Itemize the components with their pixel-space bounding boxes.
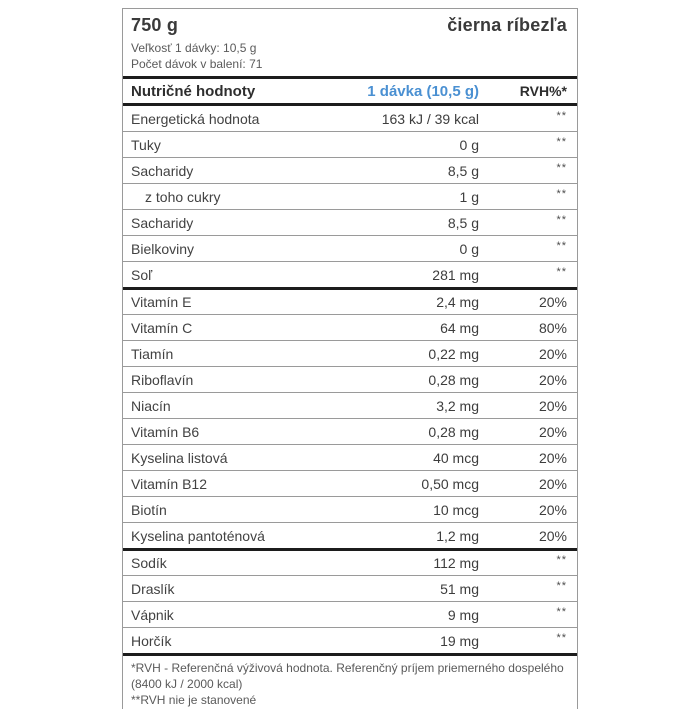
nutrient-amount: 8,5 g (447, 162, 479, 179)
nutrient-rvh: ** (556, 213, 567, 226)
nutrient-amount: 3,2 mg (436, 397, 479, 414)
column-header-amount: 1 dávka (10,5 g) (367, 82, 479, 100)
table-row (123, 522, 577, 548)
table-row (123, 106, 577, 131)
nutrient-name: Kyselina listová (131, 449, 228, 466)
nutrition-table-body (123, 106, 577, 653)
nutrient-amount: 112 mg (433, 555, 479, 571)
footnote-reference-intake: (8400 kJ / 2000 kcal) (131, 677, 243, 691)
table-row (123, 340, 577, 366)
table-row (123, 287, 577, 314)
nutrient-rvh: 80% (538, 319, 567, 336)
nutrient-name: Sacharidy (131, 214, 194, 231)
column-header-nutrients: Nutričné hodnoty (131, 82, 256, 100)
table-row (123, 209, 577, 235)
table-row (123, 235, 577, 261)
table-row (123, 392, 577, 418)
table-row (123, 627, 577, 653)
nutrient-name: Vitamín B12 (131, 475, 208, 492)
nutrient-amount: 8,5 g (447, 214, 479, 231)
nutrient-rvh: 20% (538, 294, 567, 310)
nutrient-name: Sacharidy (131, 162, 194, 179)
table-row (123, 496, 577, 522)
servings-per-pack-line: Počet dávok v balení: 71 (131, 57, 263, 71)
nutrient-rvh: 20% (538, 397, 567, 414)
nutrition-label (122, 8, 578, 709)
nutrient-rvh: ** (556, 554, 567, 566)
table-row (123, 470, 577, 496)
nutrient-amount: 1,2 mg (436, 527, 479, 544)
title-row (131, 15, 567, 36)
nutrient-amount: 0,28 mg (428, 371, 479, 388)
table-row (123, 548, 577, 575)
label-header-section (123, 9, 577, 72)
nutrient-name: Vápnik (131, 606, 174, 623)
column-header-rvh: RVH%* (519, 83, 567, 99)
nutrient-name: Niacín (131, 397, 171, 414)
nutrient-amount: 163 kJ / 39 kcal (381, 110, 479, 127)
footnote-rvh-not-set: **RVH nie je stanovené (131, 693, 257, 707)
nutrient-name: Vitamín C (131, 319, 193, 336)
nutrient-name: Bielkoviny (131, 240, 195, 257)
table-row (123, 601, 577, 627)
nutrient-name: Draslík (131, 580, 175, 597)
table-header-row (123, 76, 577, 106)
nutrient-rvh: 20% (538, 371, 567, 388)
table-row (123, 366, 577, 392)
nutrient-rvh: 20% (538, 501, 567, 518)
nutrient-rvh: ** (556, 187, 567, 200)
nutrient-rvh: 20% (538, 423, 567, 440)
table-row (123, 575, 577, 601)
nutrient-name: Sodík (131, 555, 167, 571)
nutrient-rvh: ** (556, 579, 567, 592)
nutrient-rvh: 20% (538, 449, 567, 466)
nutrient-rvh: ** (556, 109, 567, 122)
nutrient-rvh: 20% (538, 475, 567, 492)
nutrient-rvh: ** (556, 239, 567, 252)
nutrient-amount: 2,4 mg (436, 294, 479, 310)
nutrient-amount: 19 mg (440, 632, 479, 649)
nutrient-amount: 40 mcg (433, 449, 479, 466)
nutrient-rvh: 20% (538, 345, 567, 362)
nutrient-name: z toho cukry (145, 188, 221, 205)
nutrient-rvh: ** (556, 135, 567, 148)
table-row (123, 314, 577, 340)
serving-size-line: Veľkosť 1 dávky: 10,5 g (131, 41, 257, 55)
nutrient-name: Biotín (131, 501, 167, 518)
nutrient-amount: 0,50 mcg (421, 475, 479, 492)
nutrient-amount: 51 mg (440, 580, 479, 597)
nutrient-rvh: 20% (538, 527, 567, 544)
nutrient-rvh: ** (556, 161, 567, 174)
table-row (123, 418, 577, 444)
nutrient-name: Vitamín B6 (131, 423, 200, 440)
table-row (123, 131, 577, 157)
table-row (123, 261, 577, 287)
nutrient-name: Riboflavín (131, 371, 194, 388)
nutrient-amount: 0,28 mg (428, 423, 479, 440)
table-row (123, 183, 577, 209)
nutrient-name: Horčík (131, 632, 172, 649)
nutrient-name: Vitamín E (131, 294, 192, 310)
nutrient-rvh: ** (556, 605, 567, 618)
nutrient-rvh: ** (556, 631, 567, 644)
footnote-rvh-definition: *RVH - Referenčná výživová hodnota. Referenčný príjem priemerného dospelého (131, 661, 564, 675)
nutrient-rvh: ** (556, 265, 567, 278)
nutrient-name: Energetická hodnota (131, 110, 260, 127)
nutrient-name: Soľ (131, 266, 153, 283)
nutrient-amount: 1 g (459, 188, 479, 205)
nutrient-name: Kyselina pantoténová (131, 527, 265, 544)
package-weight: 750 g (131, 15, 179, 35)
nutrient-amount: 0 g (459, 136, 479, 153)
table-row (123, 157, 577, 183)
nutrient-name: Tiamín (131, 345, 174, 362)
nutrient-amount: 0,22 mg (428, 345, 479, 362)
nutrient-amount: 64 mg (440, 319, 479, 336)
table-row (123, 444, 577, 470)
flavor-name: čierna ríbezľa (447, 15, 567, 35)
nutrient-name: Tuky (131, 136, 161, 153)
nutrient-amount: 281 mg (432, 266, 479, 283)
nutrient-amount: 10 mcg (433, 501, 479, 518)
nutrient-amount: 0 g (459, 240, 479, 257)
nutrient-amount: 9 mg (447, 606, 479, 623)
